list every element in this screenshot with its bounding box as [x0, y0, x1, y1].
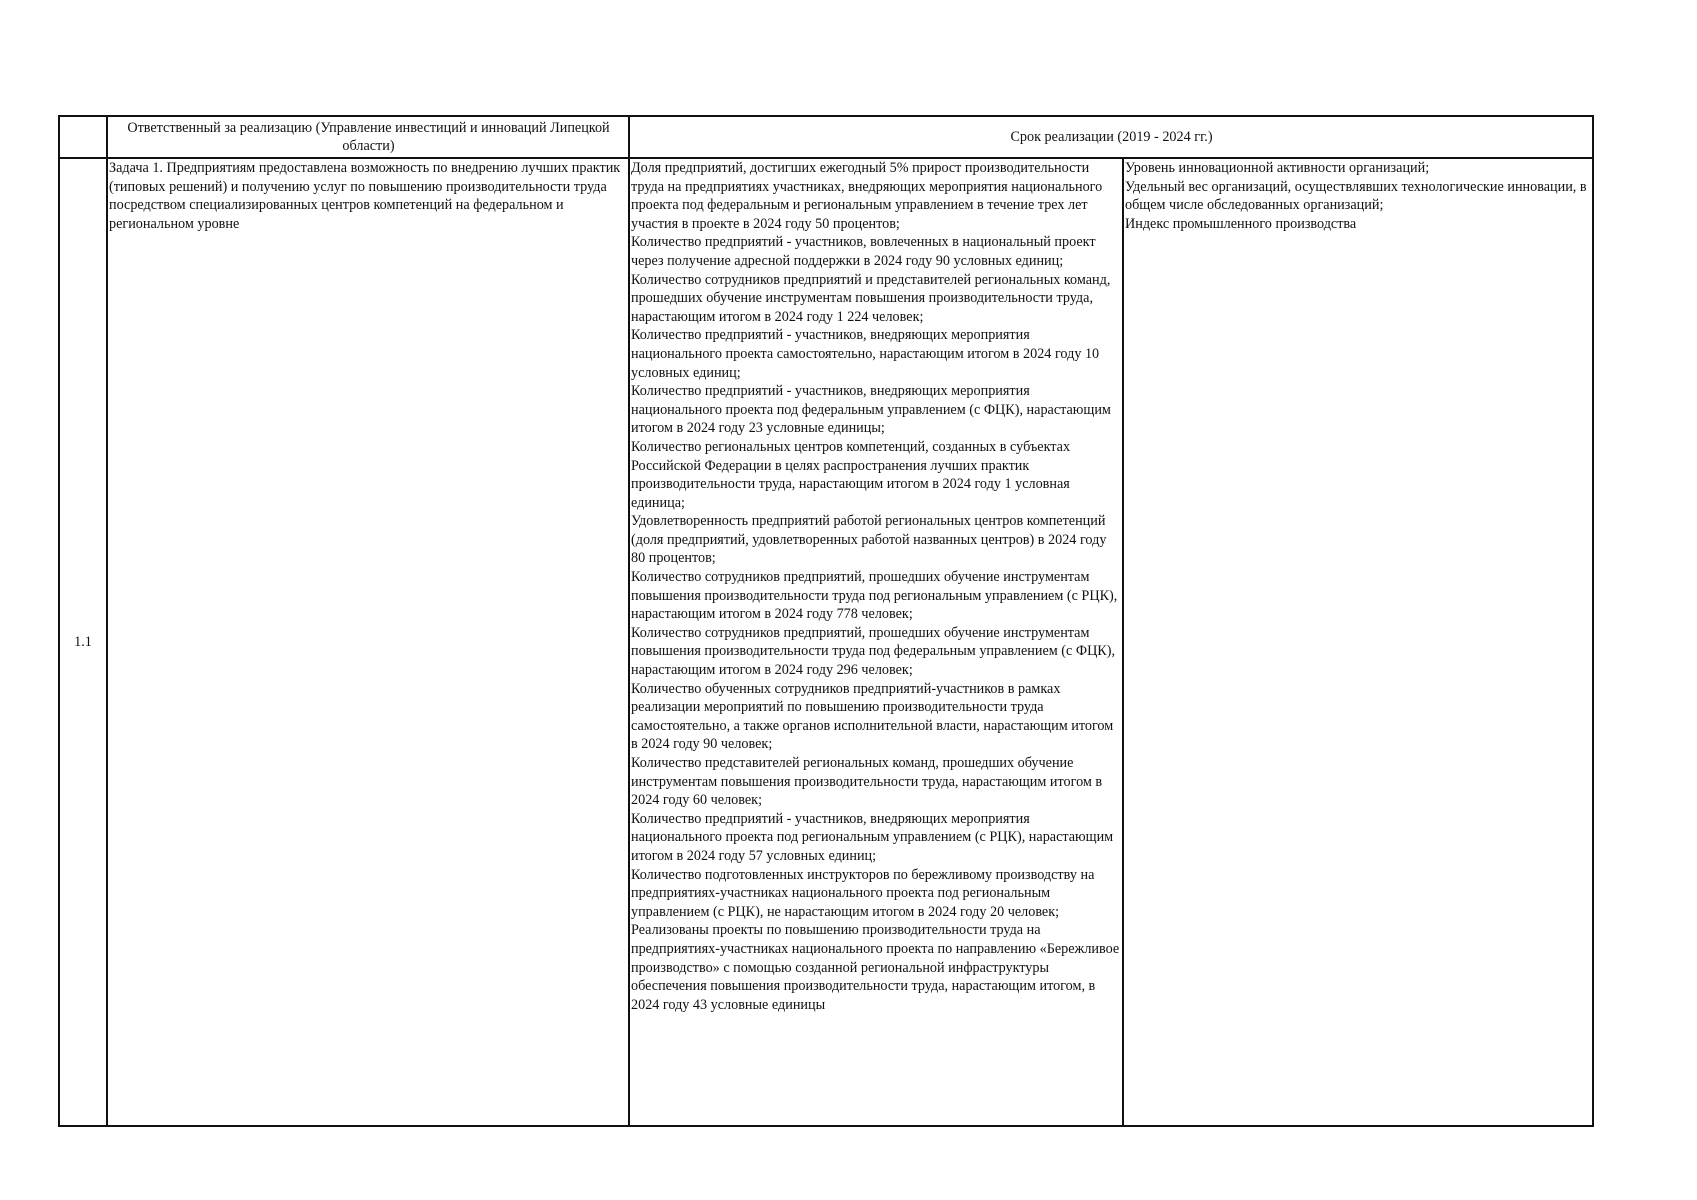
header-number-cell: [59, 116, 107, 158]
indicator-item: Реализованы проекты по повышению производительности труда на предприятиях-участниках национального проекта по направлению «Бережливое производство» с помощью созданной региональной инфраструктуры обеспечения повышения производительности труда, нарастающим итогом, в 2024 году 43 условные единицы: [631, 922, 1120, 1013]
goal-item: Уровень инновационной активности организаций;: [1125, 160, 1430, 176]
indicator-item: Количество сотрудников предприятий и представителей региональных команд, прошедших обучение инструментам повышения производительности труда, нарастающим итогом в 2024 году 1 224 человек;: [631, 271, 1111, 325]
header-row: [59, 116, 1593, 158]
header-period: Срок реализации (2019 - 2024 гг.): [629, 116, 1593, 158]
indicator-item: Количество предприятий - участников, внедряющих мероприятия национального проекта под федеральным управлением (с ФЦК), нарастающим итогом в 2024 году 23 условные единицы;: [631, 383, 1111, 437]
header-responsible: Ответственный за реализацию (Управление инвестиций и инноваций Липецкой области): [107, 116, 629, 158]
table-row: [59, 158, 1593, 1126]
indicator-item: Количество представителей региональных команд, прошедших обучение инструментам повышения производительности труда, нарастающим итогом в 2024 году 60 человек;: [631, 755, 1103, 809]
indicator-item: Количество сотрудников предприятий, прошедших обучение инструментам повышения производительности труда под федеральным управлением (с ФЦК), нарастающим итогом в 2024 году 296 человек;: [631, 624, 1116, 679]
indicators-cell: [629, 158, 1123, 1126]
goal-item: Удельный вес организаций, осуществлявших технологические инновации, в общем числе обследованных организаций;: [1125, 178, 1587, 214]
indicator-item: Количество подготовленных инструкторов по бережливому производству на предприятиях-участниках национального проекта под региональным управлением (с РЦК), не нарастающим итогом в 2024 году 20 человек;: [631, 866, 1095, 920]
indicator-item: Количество предприятий - участников, внедряющих мероприятия национального проекта самостоятельно, нарастающим итогом в 2024 году 10 условных единиц;: [631, 327, 1100, 381]
row-number: 1.1: [59, 158, 107, 1126]
indicator-item: Количество сотрудников предприятий, прошедших обучение инструментам повышения производительности труда под региональным управлением (с РЦК), нарастающим итогом в 2024 году 778 человек;: [631, 569, 1118, 623]
goals-cell: [1123, 158, 1593, 1126]
indicator-item: Удовлетворенность предприятий работой региональных центров компетенций (доля предприятий, удовлетворенных работой названных центров) в 2024 году 80 процентов;: [631, 513, 1107, 567]
task-cell: Задача 1. Предприятиям предоставлена возможность по внедрению лучших практик (типовых решений) и получению услуг по повышению производительности труда посредством специализированных центров компетенций на федеральном и региональном уровне: [107, 158, 629, 1126]
indicator-item: Количество предприятий - участников, вовлеченных в национальный проект через получение адресной поддержки в 2024 году 90 условных единиц;: [631, 234, 1096, 269]
indicator-item: Доля предприятий, достигших ежегодный 5% прирост производительности труда на предприятиях участниках, внедряющих мероприятия национального проекта под федеральным и региональным управлением в течение трех лет участия в проекте в 2024 году 50 процентов;: [631, 160, 1103, 232]
indicator-item: Количество предприятий - участников, внедряющих мероприятия национального проекта под региональным управлением (с РЦК), нарастающим итогом в 2024 году 57 условных единиц;: [631, 810, 1114, 864]
indicator-item: Количество обученных сотрудников предприятий-участников в рамках реализации мероприятий по повышению производительности труда самостоятельно, а также органов исполнительной власти, нарастающим итогом в 2024 году 90 человек;: [631, 680, 1114, 753]
indicator-item: Количество региональных центров компетенций, созданных в субъектах Российской Федерации в целях распространения лучших практик производительности труда, нарастающим итогом в 2024 году 1 условная единица;: [631, 438, 1071, 511]
plan-table: [58, 115, 1594, 1127]
goal-item: Индекс промышленного производства: [1125, 215, 1357, 232]
